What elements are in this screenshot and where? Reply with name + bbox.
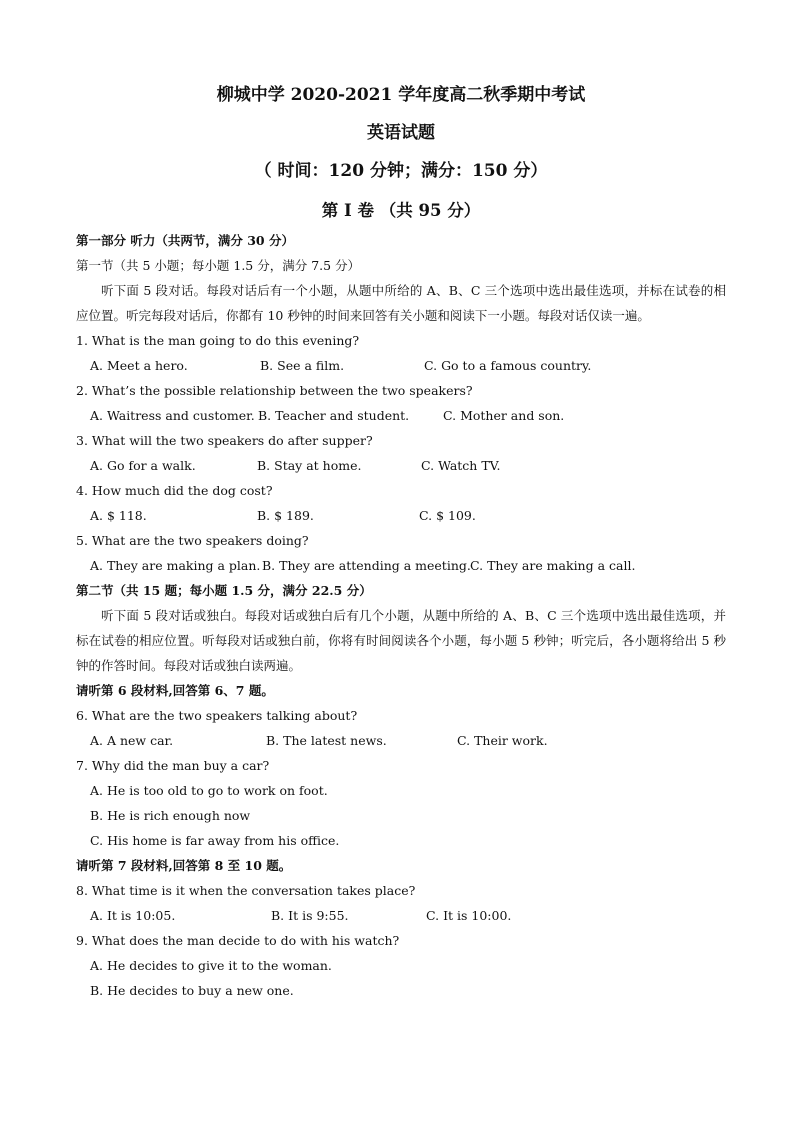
school-exam-title: 柳城中学 2020-2021 学年度高二秋季期中考试 <box>216 85 586 105</box>
q7-option-c[interactable]: C. His home is far away from his office. <box>90 833 340 848</box>
question-7: 7. Why did the man buy a car? <box>76 758 270 773</box>
q3-option-b[interactable]: B. Stay at home. <box>257 458 362 473</box>
question-3: 3. What will the two speakers do after supper? <box>76 433 373 448</box>
q8-option-a[interactable]: A. It is 10:05. <box>90 908 176 923</box>
q3-option-c[interactable]: C. Watch TV. <box>421 458 501 473</box>
question-1-options <box>76 353 726 378</box>
question-3-options <box>76 453 726 478</box>
exam-page <box>76 84 726 1003</box>
material-6-note: 请听第 6 段材料,回答第 6、7 题。 <box>76 683 274 698</box>
subject-title: 英语试题 <box>367 123 435 143</box>
section2-instructions: 听下面 5 段对话或独白。每段对话或独白后有几个小题，从题中所给的 A、B、C 三个选项中选出最佳选项，并标在试卷的相应位置。听每段对话或独白前，你将有时间阅读各个小题，每小题 5 秒钟；听完后，各小题将给出 5 秒钟的作答时间。每段对话或独白读两遍。 <box>76 608 726 673</box>
material-7-note: 请听第 7 段材料,回答第 8 至 10 题。 <box>76 858 292 873</box>
q5-option-a[interactable]: A. They are making a plan. <box>90 558 261 573</box>
question-2: 2. What’s the possible relationship between the two speakers? <box>76 383 473 398</box>
question-4: 4. How much did the dog cost? <box>76 483 273 498</box>
q6-option-b[interactable]: B. The latest news. <box>266 733 387 748</box>
q1-option-b[interactable]: B. See a film. <box>260 358 345 373</box>
section2-heading: 第二节（共 15 题；每小题 1.5 分，满分 22.5 分） <box>76 583 372 598</box>
section1-instructions: 听下面 5 段对话。每段对话后有一个小题，从题中所给的 A、B、C 三个选项中选出最佳选项，并标在试卷的相应位置。听完每段对话后，你都有 10 秒钟的时间来回答有关小题和阅读下一小题。每段对话仅读一遍。 <box>76 283 726 323</box>
question-6: 6. What are the two speakers talking about? <box>76 708 358 723</box>
q2-option-b[interactable]: B. Teacher and student. <box>258 408 410 423</box>
question-6-options <box>76 728 726 753</box>
question-9: 9. What does the man decide to do with his watch? <box>76 933 400 948</box>
question-8-options <box>76 903 726 928</box>
q1-option-c[interactable]: C. Go to a famous country. <box>424 358 592 373</box>
q2-option-a[interactable]: A. Waitress and customer. <box>90 408 255 423</box>
q4-option-c[interactable]: C. $ 109. <box>419 508 476 523</box>
question-4-options <box>76 503 726 528</box>
section1-heading: 第一节（共 5 小题；每小题 1.5 分，满分 7.5 分） <box>76 258 361 273</box>
q7-option-a[interactable]: A. He is too old to go to work on foot. <box>90 783 328 798</box>
q6-option-a[interactable]: A. A new car. <box>90 733 174 748</box>
q1-option-a[interactable]: A. Meet a hero. <box>90 358 188 373</box>
q3-option-a[interactable]: A. Go for a walk. <box>90 458 196 473</box>
time-info: （ 时间：120 分钟；满分：150 分） <box>254 161 548 181</box>
question-5-options <box>76 553 726 578</box>
q4-option-a[interactable]: A. $ 118. <box>90 508 147 523</box>
q9-option-a[interactable]: A. He decides to give it to the woman. <box>90 958 332 973</box>
q5-option-b[interactable]: B. They are attending a meeting. <box>262 558 471 573</box>
question-1: 1. What is the man going to do this evening? <box>76 333 360 348</box>
q5-option-c[interactable]: C. They are making a call. <box>470 558 636 573</box>
question-8: 8. What time is it when the conversation takes place? <box>76 883 416 898</box>
question-2-options <box>76 403 726 428</box>
q6-option-c[interactable]: C. Their work. <box>457 733 548 748</box>
part1-heading: 第一部分 听力（共两节，满分 30 分） <box>76 233 294 248</box>
question-5: 5. What are the two speakers doing? <box>76 533 309 548</box>
volume-title: 第 I 卷 （共 95 分） <box>321 201 481 220</box>
q8-option-b[interactable]: B. It is 9:55. <box>271 908 349 923</box>
q4-option-b[interactable]: B. $ 189. <box>257 508 314 523</box>
q9-option-b[interactable]: B. He decides to buy a new one. <box>90 983 294 998</box>
q8-option-c[interactable]: C. It is 10:00. <box>426 908 512 923</box>
q2-option-c[interactable]: C. Mother and son. <box>443 408 565 423</box>
q7-option-b[interactable]: B. He is rich enough now <box>90 808 251 823</box>
